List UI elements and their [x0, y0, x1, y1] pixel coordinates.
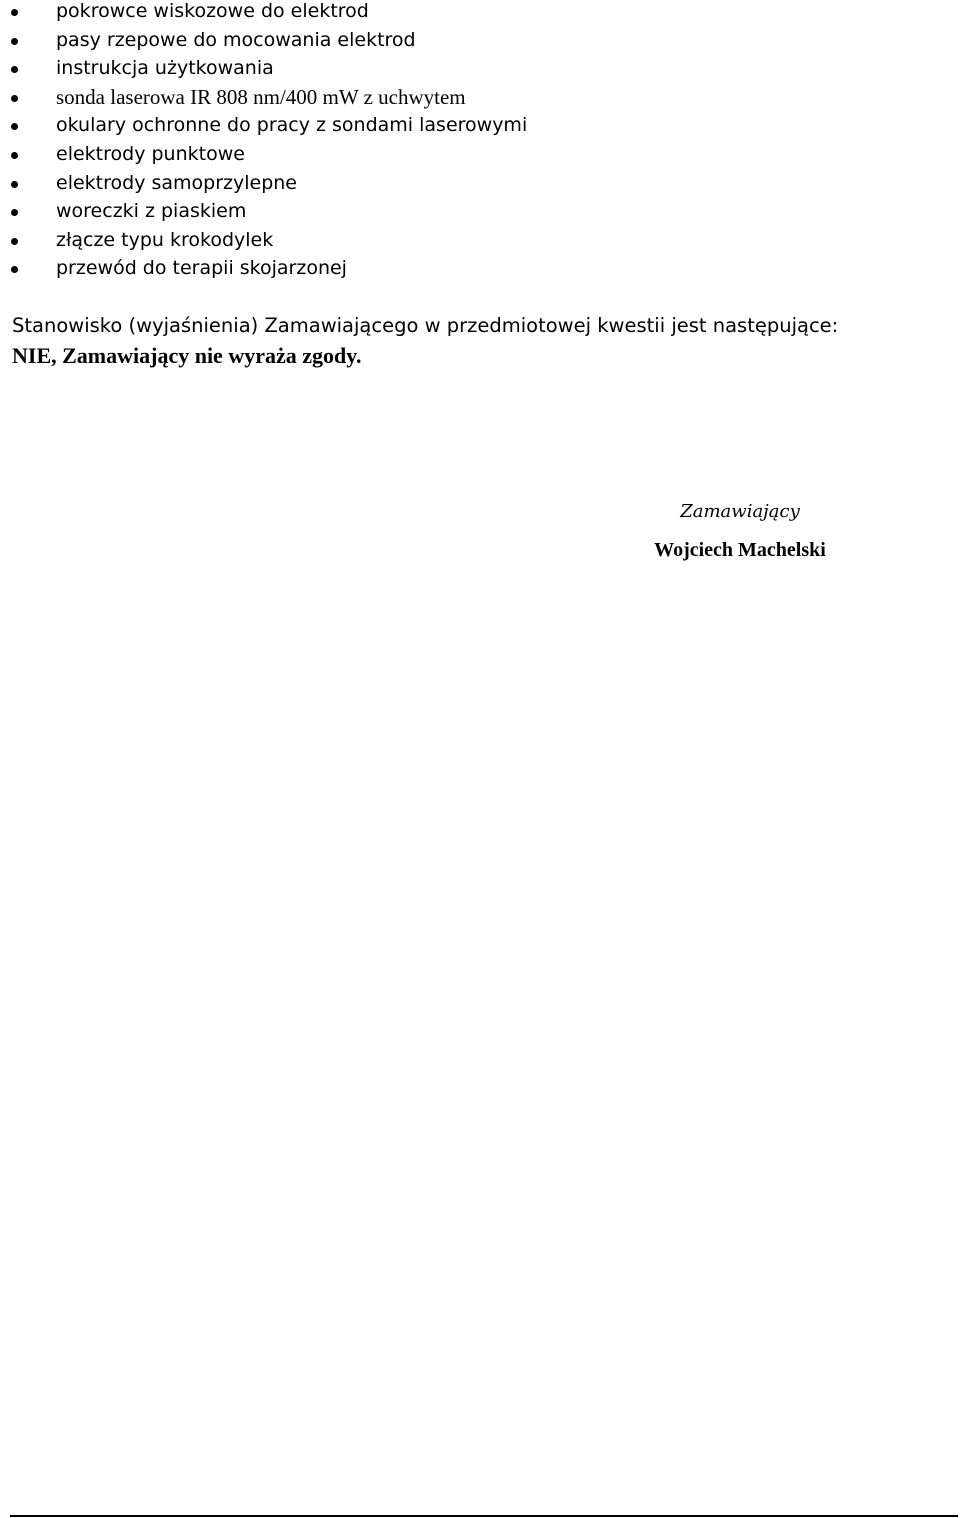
list-item — [0, 172, 527, 201]
bullet-icon — [11, 95, 18, 102]
bullet-icon — [11, 38, 18, 45]
list-item — [0, 229, 527, 258]
list-item-text: instrukcja użytkowania — [56, 57, 274, 80]
bullet-icon — [11, 9, 18, 16]
list-item-text: woreczki z piaskiem — [56, 200, 247, 223]
list-item-text: sonda laserowa IR 808 nm/400 mW z uchwytem — [56, 84, 466, 109]
list-item-text: pokrowce wiskozowe do elektrod — [56, 0, 369, 22]
list-item — [0, 257, 527, 286]
statement — [12, 311, 838, 371]
list-item — [0, 86, 527, 115]
bullet-icon — [11, 123, 18, 130]
statement-intro: Stanowisko (wyjaśnienia) Zamawiającego w przedmiotowej kwestii jest następujące: — [12, 314, 839, 337]
list-item — [0, 0, 527, 29]
bullet-icon — [11, 266, 18, 273]
list-item-text: elektrody samoprzylepne — [56, 171, 297, 194]
bullet-icon — [11, 238, 18, 245]
bullet-icon — [11, 152, 18, 159]
list-item-text: złącze typu krokodylek — [56, 228, 274, 251]
bullet-icon — [11, 181, 18, 188]
bullet-icon — [11, 209, 18, 216]
list-item-text: przewód do terapii skojarzonej — [56, 257, 347, 280]
footer-divider — [10, 1515, 958, 1517]
signature-role: Zamawiający — [680, 501, 800, 522]
signature-name: Wojciech Machelski — [654, 539, 826, 561]
list-item — [0, 57, 527, 86]
list-item-text: elektrody punktowe — [56, 142, 245, 165]
list-item — [0, 114, 527, 143]
equipment-list — [0, 0, 527, 286]
bullet-icon — [11, 66, 18, 73]
statement-answer: NIE, Zamawiający nie wyraża zgody. — [12, 343, 362, 368]
list-item — [0, 143, 527, 172]
list-item — [0, 200, 527, 229]
list-item-text: okulary ochronne do pracy z sondami laserowymi — [56, 114, 528, 137]
signature-block — [620, 498, 860, 564]
list-item — [0, 29, 527, 58]
list-item-text: pasy rzepowe do mocowania elektrod — [56, 28, 416, 51]
